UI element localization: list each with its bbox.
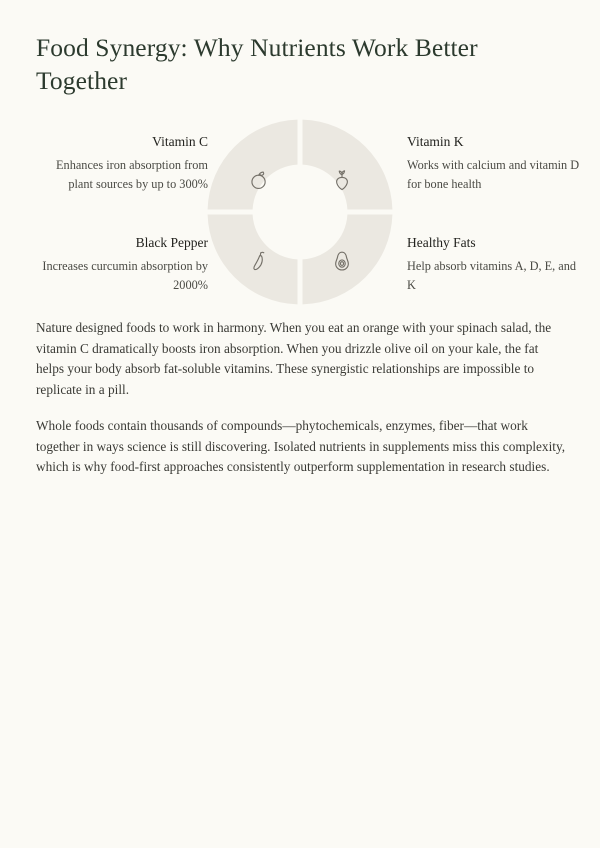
item-description: Help absorb vitamins A, D, E, and K (407, 259, 577, 292)
avocado-icon (331, 250, 353, 272)
item-description: Enhances iron absorption from plant sources by up to 300% (56, 158, 208, 191)
diagram-label-healthy-fats (407, 234, 582, 295)
page-title: Food Synergy: Why Nutrients Work Better Together (36, 33, 478, 95)
diagram-label-black-pepper (36, 234, 208, 295)
item-title: Black Pepper (135, 235, 208, 250)
beet-root-icon (331, 169, 353, 191)
diagram-label-vitamin-c (36, 133, 208, 194)
body-paragraph: Nature designed foods to work in harmony. When you eat an orange with your spinach salad, the vitamin C dramatically boosts iron absorption. When you drizzle olive oil on your kale, the fat helps your body absorb fat-soluble vitamins. These synergistic relationships are impossible to replicate in a pill. (36, 320, 552, 397)
item-title: Vitamin K (407, 134, 464, 149)
donut-segment-top-right (303, 120, 393, 210)
body-paragraph: Whole foods contain thousands of compounds—phytochemicals, enzymes, fiber—that work together in ways science is still discovering. Isolated nutrients in supplements miss this complexity, which is why food-first approaches consistently outperform supplementation in research studies. (36, 418, 566, 474)
item-description: Increases curcumin absorption by 2000% (42, 259, 208, 292)
chili-pepper-icon (248, 250, 270, 272)
orange-fruit-icon (248, 169, 270, 191)
donut-segment-top-left (208, 120, 298, 210)
diagram-label-vitamin-k (407, 133, 582, 194)
article-body (36, 318, 569, 478)
donut-chart (207, 119, 393, 305)
item-title: Healthy Fats (407, 235, 476, 250)
item-title: Vitamin C (152, 134, 208, 149)
item-description: Works with calcium and vitamin D for bone health (407, 158, 580, 191)
food-synergy-diagram (0, 113, 600, 313)
